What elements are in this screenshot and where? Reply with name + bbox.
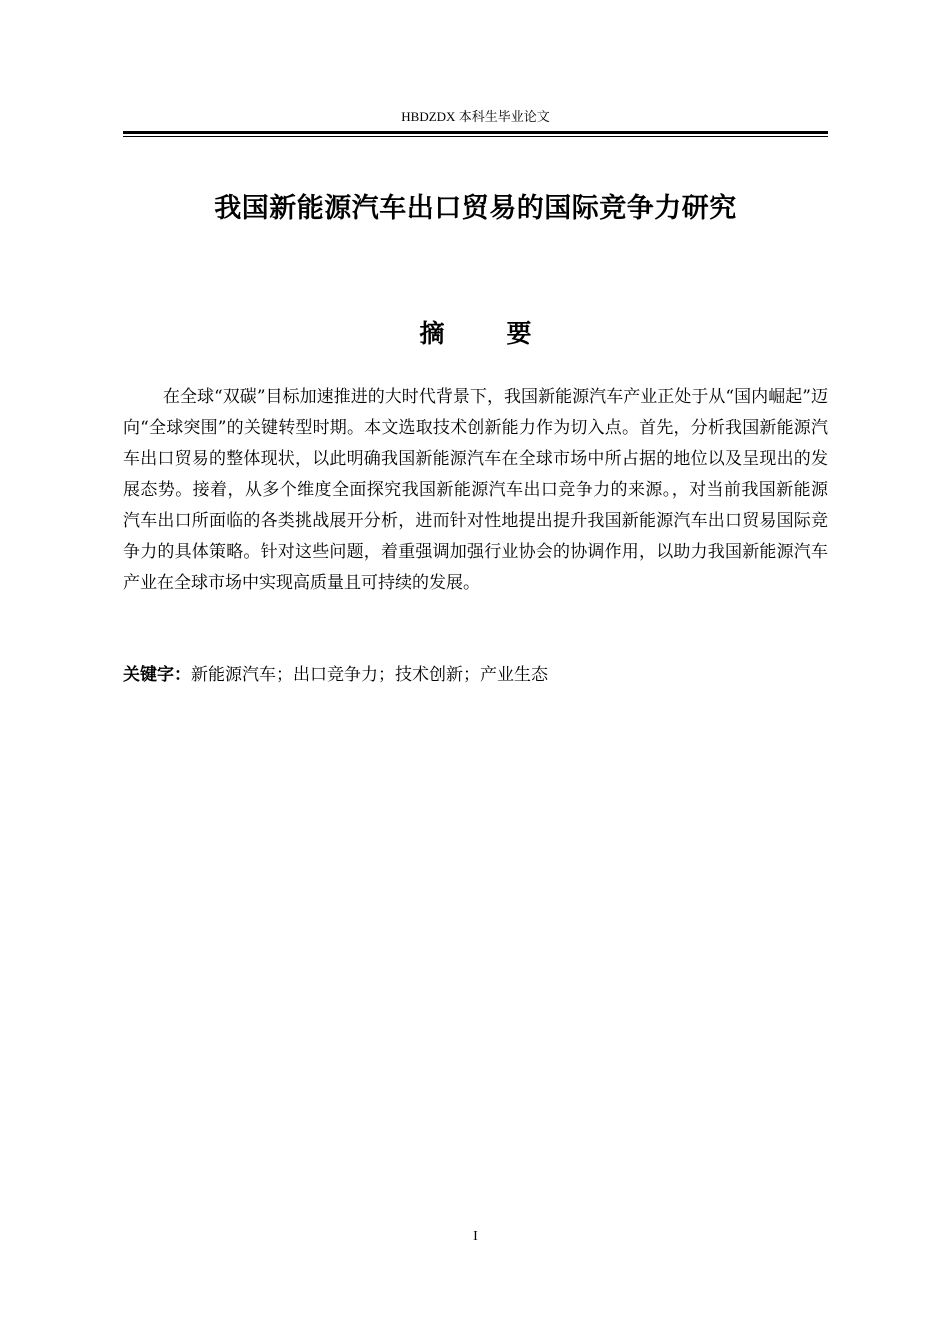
abstract-heading — [123, 314, 828, 354]
keywords-label: 关键字： — [123, 665, 191, 685]
keywords-line — [123, 660, 828, 691]
abstract-heading-char-2: 要 — [506, 319, 532, 348]
abstract-body: 在全球“双碳”目标加速推进的大时代背景下，我国新能源汽车产业正处于从“国内崛起”迈向“全球突围”的关键转型时期。本文选取技术创新能力作为切入点。首先，分析我国新能源汽车出口贸易的整体现状，以此明确我国新能源汽车在全球市场中所占据的地位以及呈现出的发展态势。接着，从多个维度全面探究我国新能源汽车出口竞争力的来源。，对当前我国新能源汽车出口所面临的各类挑战展开分析，进而针对性地提出提升我国新能源汽车出口贸易国际竞争力的具体策略。针对这些问题，着重强调加强行业协会的协调作用，以助力我国新能源汽车产业在全球市场中实现高质量且可持续的发展。 — [123, 387, 828, 593]
header-rule-thick — [123, 131, 828, 134]
page-header: HBDZDX 本科生毕业论文 — [401, 109, 550, 124]
header-rule-thin — [123, 136, 828, 137]
page-number: I — [473, 1229, 478, 1244]
keywords-value: 新能源汽车；出口竞争力；技术创新；产业生态 — [191, 665, 548, 685]
paper-title: 我国新能源汽车出口贸易的国际竞争力研究 — [214, 193, 737, 224]
abstract-heading-char-1: 摘 — [419, 319, 445, 348]
